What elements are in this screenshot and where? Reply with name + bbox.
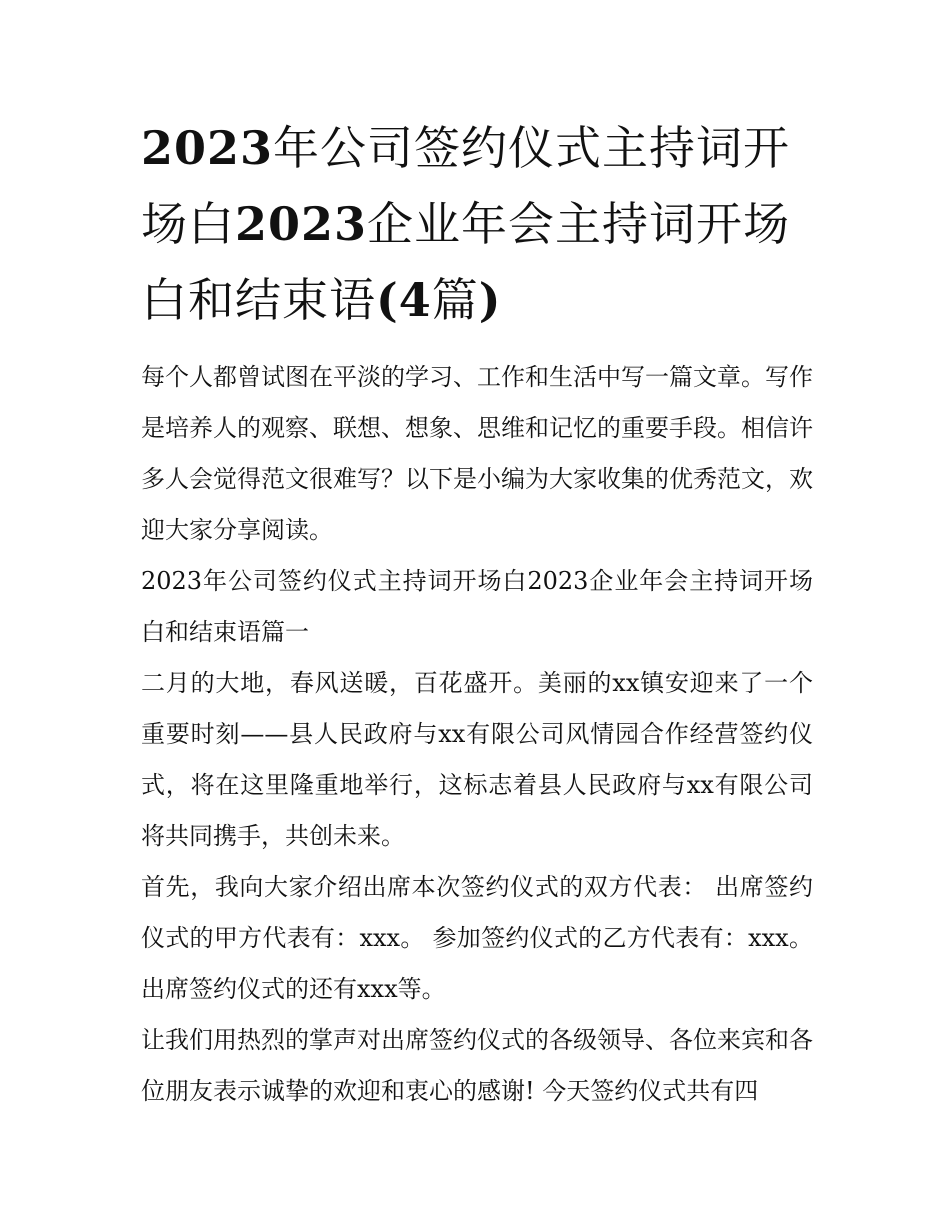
body-paragraph: 首先，我向大家介绍出席本次签约仪式的双方代表： 出席签约仪式的甲方代表有：xxx。 参加签约仪式的乙方代表有：xxx。 出席签约仪式的还有xxx等。 [141, 873, 813, 1003]
intro-paragraph: 每个人都曾试图在平淡的学习、工作和生活中写一篇文章。写作是培养人的观察、联想、想象、思维和记忆的重要手段。相信许多人会觉得范文很难写？以下是小编为大家收集的优秀范文，欢迎大家分享阅读。 [141, 363, 813, 544]
document-page [141, 110, 813, 1117]
section-heading: 2023年公司签约仪式主持词开场白2023企业年会主持词开场白和结束语篇一 [141, 567, 813, 646]
body-paragraph: 让我们用热烈的掌声对出席签约仪式的各级领导、各位来宾和各位朋友表示诚挚的欢迎和衷心的感谢! 今天签约仪式共有四 [141, 1026, 813, 1105]
body-paragraph: 二月的大地，春风送暖，百花盛开。美丽的xx镇安迎来了一个重要时刻——县人民政府与xx有限公司风情园合作经营签约仪式，将在这里隆重地举行，这标志着县人民政府与xx有限公司将共同携手，共创未来。 [141, 669, 813, 850]
document-title: 2023年公司签约仪式主持词开场白2023企业年会主持词开场白和结束语(4篇) [141, 121, 791, 327]
